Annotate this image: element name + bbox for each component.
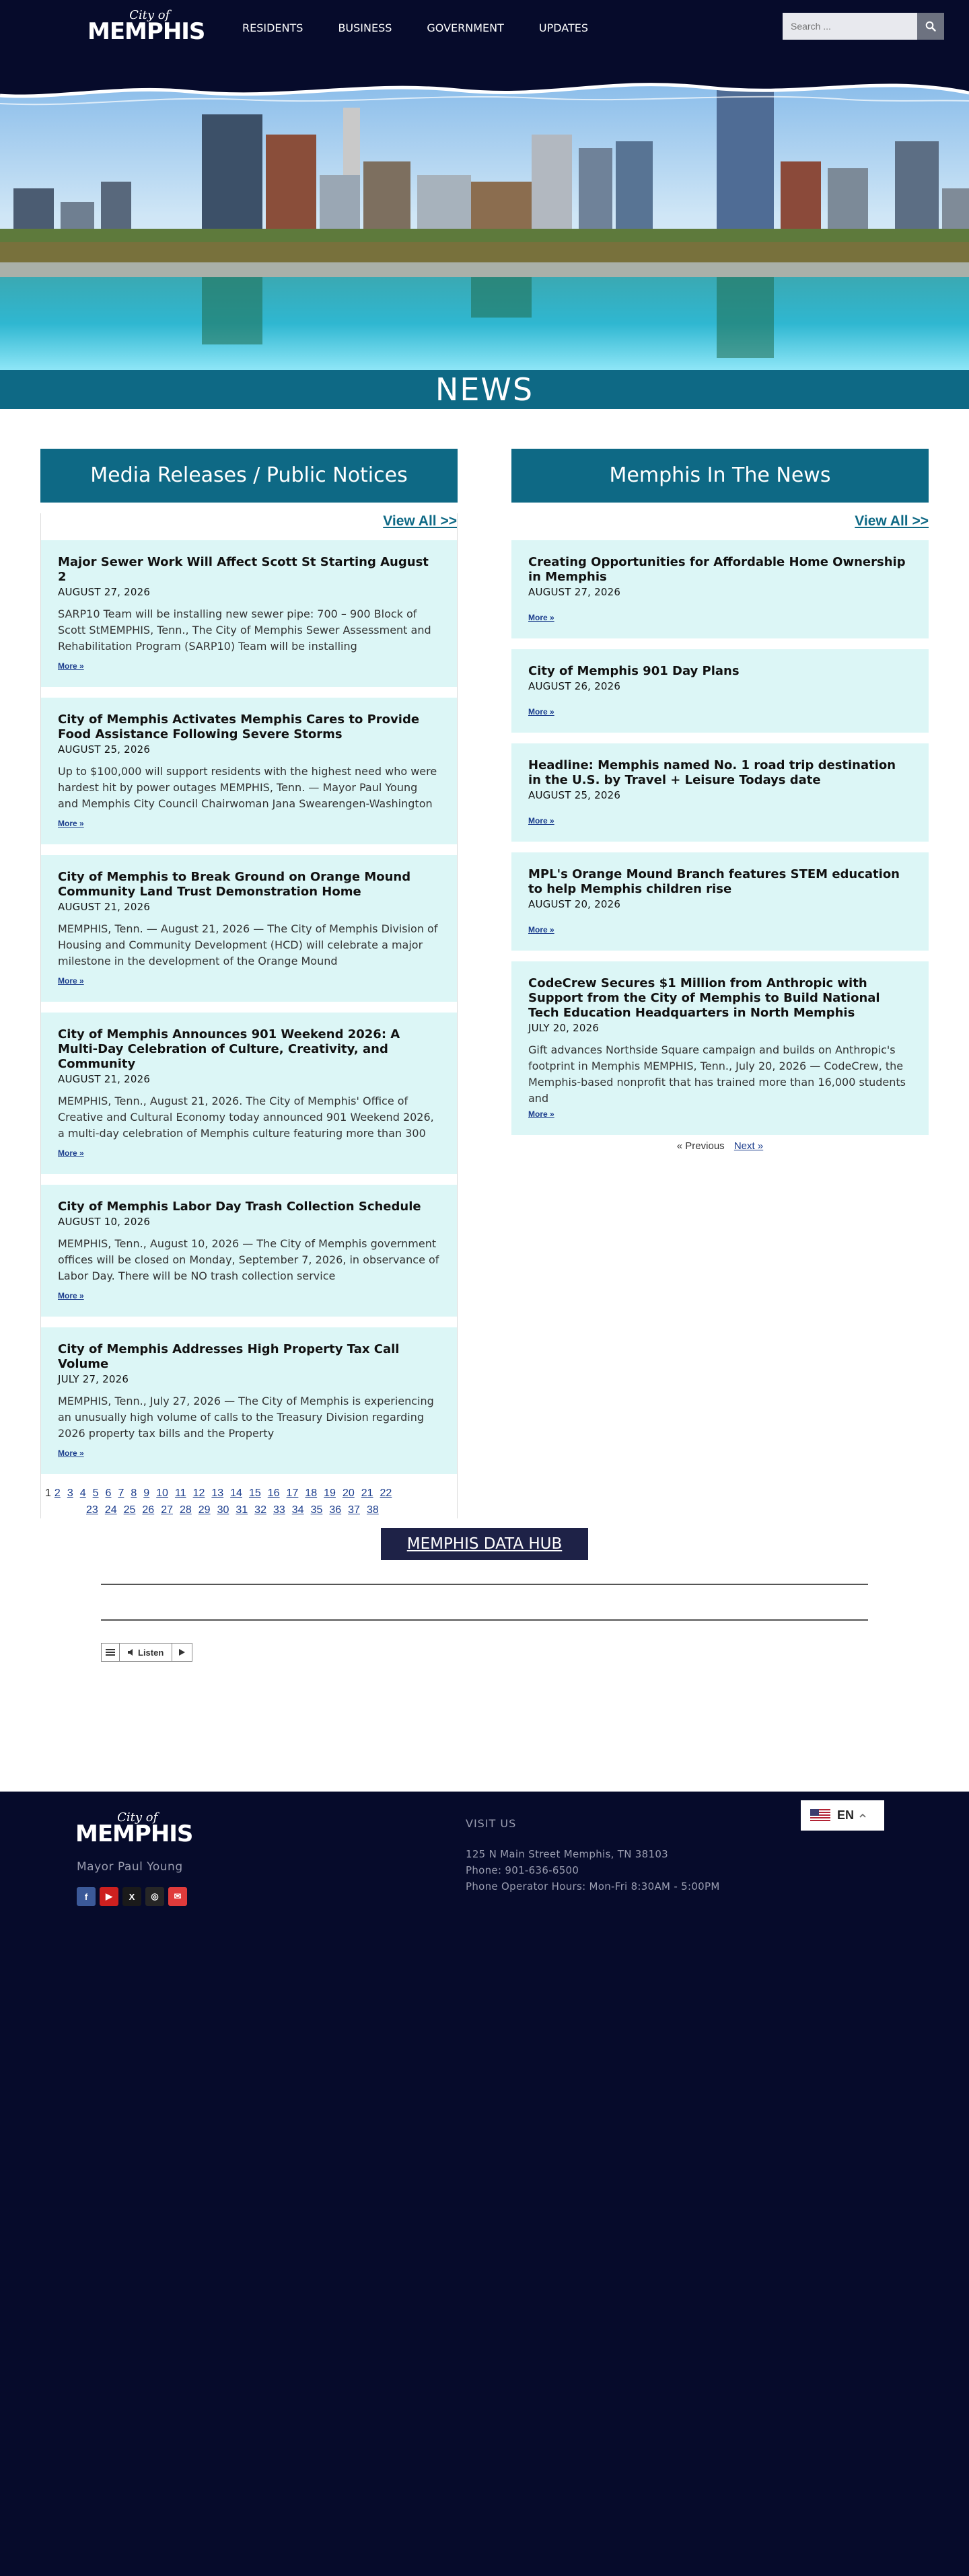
nav-government[interactable]: GOVERNMENT — [427, 22, 504, 34]
card-date: AUGUST 21, 2026 — [58, 901, 151, 913]
page-link[interactable]: 36 — [329, 1504, 342, 1516]
pagination — [41, 1485, 457, 1518]
contact-info — [466, 1846, 720, 1894]
card-title[interactable]: Major Sewer Work Will Affect Scott St Starting August 2 — [58, 555, 429, 584]
page-link[interactable]: 21 — [361, 1487, 373, 1499]
page-link[interactable]: 2 — [54, 1487, 61, 1499]
chevron-up-icon — [859, 1813, 866, 1818]
card-desc: MEMPHIS, Tenn. — August 21, 2026 — The City of Memphis Division of Housing and Community Development (HCD) will celebrate a major milestone in the development of the Orange Mound — [58, 922, 438, 967]
page-link[interactable]: 8 — [131, 1487, 137, 1499]
news-card — [511, 540, 929, 638]
news-card — [511, 649, 929, 733]
address: 125 N Main Street Memphis, TN 38103 — [466, 1848, 669, 1860]
search-input[interactable] — [783, 13, 917, 40]
listen-button[interactable] — [120, 1644, 172, 1661]
page-link[interactable]: 4 — [79, 1487, 86, 1499]
site-header — [0, 0, 969, 61]
card-date: AUGUST 21, 2026 — [58, 1073, 151, 1085]
social-links — [77, 1887, 187, 1906]
operator-hours: Phone Operator Hours: Mon-Fri 8:30AM - 5:00PM — [466, 1880, 720, 1892]
card-title[interactable]: City of Memphis 901 Day Plans — [528, 664, 740, 678]
next-link[interactable]: Next » — [733, 1140, 764, 1152]
speaker-icon — [128, 1649, 135, 1656]
news-card — [41, 1185, 457, 1317]
phone[interactable]: Phone: 901-636-6500 — [466, 1864, 579, 1876]
footer-logo[interactable] — [75, 1812, 192, 1845]
news-card — [41, 698, 457, 844]
card-date: AUGUST 26, 2026 — [528, 680, 621, 692]
previous-link[interactable]: « Previous — [676, 1140, 725, 1152]
news-card — [41, 1327, 457, 1474]
page-link[interactable]: 5 — [92, 1487, 99, 1499]
card-title[interactable]: City of Memphis Activates Memphis Cares to Provide Food Assistance Following Severe Storms — [58, 712, 420, 741]
page-link[interactable]: 15 — [248, 1487, 261, 1499]
news-card — [41, 855, 457, 1002]
card-date: AUGUST 25, 2026 — [58, 743, 151, 756]
view-all-media-link[interactable]: View All >> — [383, 513, 457, 529]
card-date: JULY 27, 2026 — [58, 1373, 129, 1385]
more-link[interactable]: More » — [528, 1109, 554, 1119]
listen-label: Listen — [138, 1647, 164, 1658]
in-the-news-column — [511, 449, 929, 1152]
card-title[interactable]: CodeCrew Secures $1 Million from Anthropic with Support from the City of Memphis to Build National Tech Education Headquarters in North Memphis — [528, 976, 880, 1020]
page-link[interactable]: 34 — [291, 1504, 304, 1516]
more-link[interactable]: More » — [58, 976, 84, 986]
page-link[interactable]: 30 — [217, 1504, 229, 1516]
page-link[interactable]: 6 — [105, 1487, 112, 1499]
search-icon — [925, 21, 936, 32]
more-link[interactable]: More » — [528, 707, 554, 716]
page-link[interactable]: 13 — [211, 1487, 224, 1499]
card-desc: MEMPHIS, Tenn., August 10, 2026 — The City of Memphis government offices will be closed on Monday, September 7, 2026, in observance of Labor Day. There will be NO trash collection service — [58, 1237, 439, 1282]
more-link[interactable]: More » — [58, 1448, 84, 1458]
more-link[interactable]: More » — [528, 613, 554, 622]
page-link[interactable]: 22 — [380, 1487, 392, 1499]
youtube-icon[interactable]: ▶ — [100, 1887, 118, 1906]
more-link[interactable]: More » — [58, 661, 84, 671]
us-flag-icon — [810, 1809, 830, 1823]
listen-widget — [101, 1643, 192, 1662]
page-link[interactable]: 16 — [267, 1487, 280, 1499]
site-footer — [0, 1792, 969, 2576]
news-title: NEWS — [0, 370, 969, 409]
page-link[interactable]: 35 — [310, 1504, 323, 1516]
page-link[interactable]: 14 — [230, 1487, 242, 1499]
card-title[interactable]: Creating Opportunities for Affordable Home Ownership in Memphis — [528, 555, 906, 584]
news-pagination — [511, 1140, 929, 1152]
card-date: AUGUST 27, 2026 — [528, 586, 621, 598]
news-card — [511, 743, 929, 842]
more-link[interactable]: More » — [58, 1148, 84, 1158]
card-date: AUGUST 20, 2026 — [528, 898, 621, 910]
page-link[interactable]: 28 — [179, 1504, 192, 1516]
current-page: 1 — [45, 1487, 51, 1499]
pagination-row — [45, 1502, 457, 1518]
data-hub-button[interactable]: MEMPHIS DATA HUB — [381, 1528, 588, 1560]
media-releases-column — [40, 449, 458, 1518]
more-link[interactable]: More » — [528, 925, 554, 934]
nav-business[interactable]: BUSINESS — [338, 22, 392, 34]
pagination-row — [45, 1485, 457, 1502]
logo-small-text: City of — [129, 8, 170, 22]
news-card — [41, 540, 457, 687]
page-link[interactable]: 19 — [324, 1487, 336, 1499]
page-link[interactable]: 7 — [118, 1487, 124, 1499]
card-title[interactable]: City of Memphis Labor Day Trash Collection Schedule — [58, 1200, 421, 1214]
card-date: AUGUST 10, 2026 — [58, 1216, 151, 1228]
logo-big-text: MEMPHIS — [87, 18, 205, 45]
play-icon[interactable] — [172, 1644, 192, 1661]
media-releases-list — [40, 513, 458, 1518]
page-link[interactable]: 37 — [348, 1504, 360, 1516]
card-desc: MEMPHIS, Tenn., July 27, 2026 — The City of Memphis is experiencing an unusually high volume of calls to the Treasury Division regarding 2026 property tax bills and the Property — [58, 1395, 434, 1440]
page-link[interactable]: 10 — [156, 1487, 168, 1499]
more-link[interactable]: More » — [528, 816, 554, 825]
page-link[interactable]: 18 — [305, 1487, 318, 1499]
visit-heading: VISIT US — [466, 1817, 517, 1830]
news-card — [41, 1013, 457, 1174]
page-link[interactable]: 31 — [236, 1504, 248, 1516]
page-link[interactable]: 32 — [254, 1504, 266, 1516]
email-icon[interactable]: ✉ — [168, 1887, 187, 1906]
nav-residents[interactable]: RESIDENTS — [242, 22, 303, 34]
card-desc: SARP10 Team will be installing new sewer pipe: 700 – 900 Block of Scott StMEMPHIS, Tenn., The City of Memphis Sewer Assessment and Rehabilitation Program (SARP10) Team will be installing — [58, 608, 431, 653]
page-link[interactable]: 12 — [192, 1487, 205, 1499]
card-title[interactable]: City of Memphis Announces 901 Weekend 2026: A Multi-Day Celebration of Culture, Creativity, and Community — [58, 1027, 400, 1071]
logo-big-text: MEMPHIS — [75, 1820, 193, 1847]
page-link[interactable]: 25 — [123, 1504, 136, 1516]
card-title[interactable]: City of Memphis to Break Ground on Orange Mound Community Land Trust Demonstration Home — [58, 870, 411, 899]
page-link[interactable]: 23 — [86, 1504, 98, 1516]
page-link[interactable]: 11 — [174, 1487, 186, 1499]
card-date: AUGUST 25, 2026 — [528, 789, 621, 801]
page-link[interactable]: 29 — [198, 1504, 211, 1516]
facebook-icon[interactable]: f — [77, 1887, 96, 1906]
language-label: EN — [837, 1808, 855, 1822]
nav-updates[interactable]: UPDATES — [538, 22, 589, 34]
page-link[interactable]: 27 — [161, 1504, 173, 1516]
instagram-icon[interactable]: ◎ — [145, 1887, 164, 1906]
card-date: AUGUST 27, 2026 — [58, 586, 151, 598]
hero-skyline-image — [0, 61, 969, 370]
search-button[interactable] — [917, 13, 944, 40]
page-link[interactable]: 24 — [104, 1504, 117, 1516]
page-link[interactable]: 26 — [142, 1504, 155, 1516]
x-icon[interactable]: X — [122, 1887, 141, 1906]
in-the-news-heading: Memphis In The News — [511, 449, 929, 503]
page-link[interactable]: 9 — [143, 1487, 150, 1499]
more-link[interactable]: More » — [58, 1291, 84, 1300]
mayor-name: Mayor Paul Young — [77, 1860, 183, 1874]
news-card — [511, 961, 929, 1135]
card-desc: Gift advances Northside Square campaign and builds on Anthropic's footprint in Memphis MEMPHIS, Tenn., July 20, 2026 — CodeCrew, the Memphis-based nonprofit that has trained more than 16,000 students and — [528, 1043, 906, 1105]
card-title[interactable]: City of Memphis Addresses High Property Tax Call Volume — [58, 1342, 400, 1371]
more-link[interactable]: More » — [58, 819, 84, 828]
city-logo[interactable] — [87, 9, 205, 43]
media-releases-heading: Media Releases / Public Notices — [40, 449, 458, 503]
card-title[interactable]: Headline: Memphis named No. 1 road trip destination in the U.S. by Travel + Leisure Todays date — [528, 758, 896, 787]
card-desc: Up to $100,000 will support residents with the highest need who were hardest hit by power outages MEMPHIS, Tenn. — Mayor Paul Young and Memphis City Council Chairwoman Jana Swearengen-Washington — [58, 765, 437, 810]
page-link[interactable]: 33 — [273, 1504, 285, 1516]
menu-icon[interactable] — [102, 1644, 120, 1661]
card-title[interactable]: MPL's Orange Mound Branch features STEM education to help Memphis children rise — [528, 867, 900, 896]
page-link[interactable]: 17 — [286, 1487, 299, 1499]
divider — [101, 1584, 868, 1585]
view-all-news-link[interactable]: View All >> — [855, 513, 929, 529]
main-nav — [242, 22, 623, 34]
page-link[interactable]: 20 — [342, 1487, 355, 1499]
divider — [101, 1619, 868, 1621]
card-desc: MEMPHIS, Tenn., August 21, 2026. The City of Memphis' Office of Creative and Cultural Economy today announced 901 Weekend 2026, a multi-day celebration of Memphis culture featuring more than 300 — [58, 1095, 434, 1140]
logo-small-text: City of — [117, 1810, 158, 1825]
page-link[interactable]: 38 — [366, 1504, 379, 1516]
card-date: JULY 20, 2026 — [528, 1022, 600, 1034]
news-card — [511, 852, 929, 951]
page-link[interactable]: 3 — [67, 1487, 73, 1499]
language-selector[interactable] — [801, 1800, 884, 1831]
